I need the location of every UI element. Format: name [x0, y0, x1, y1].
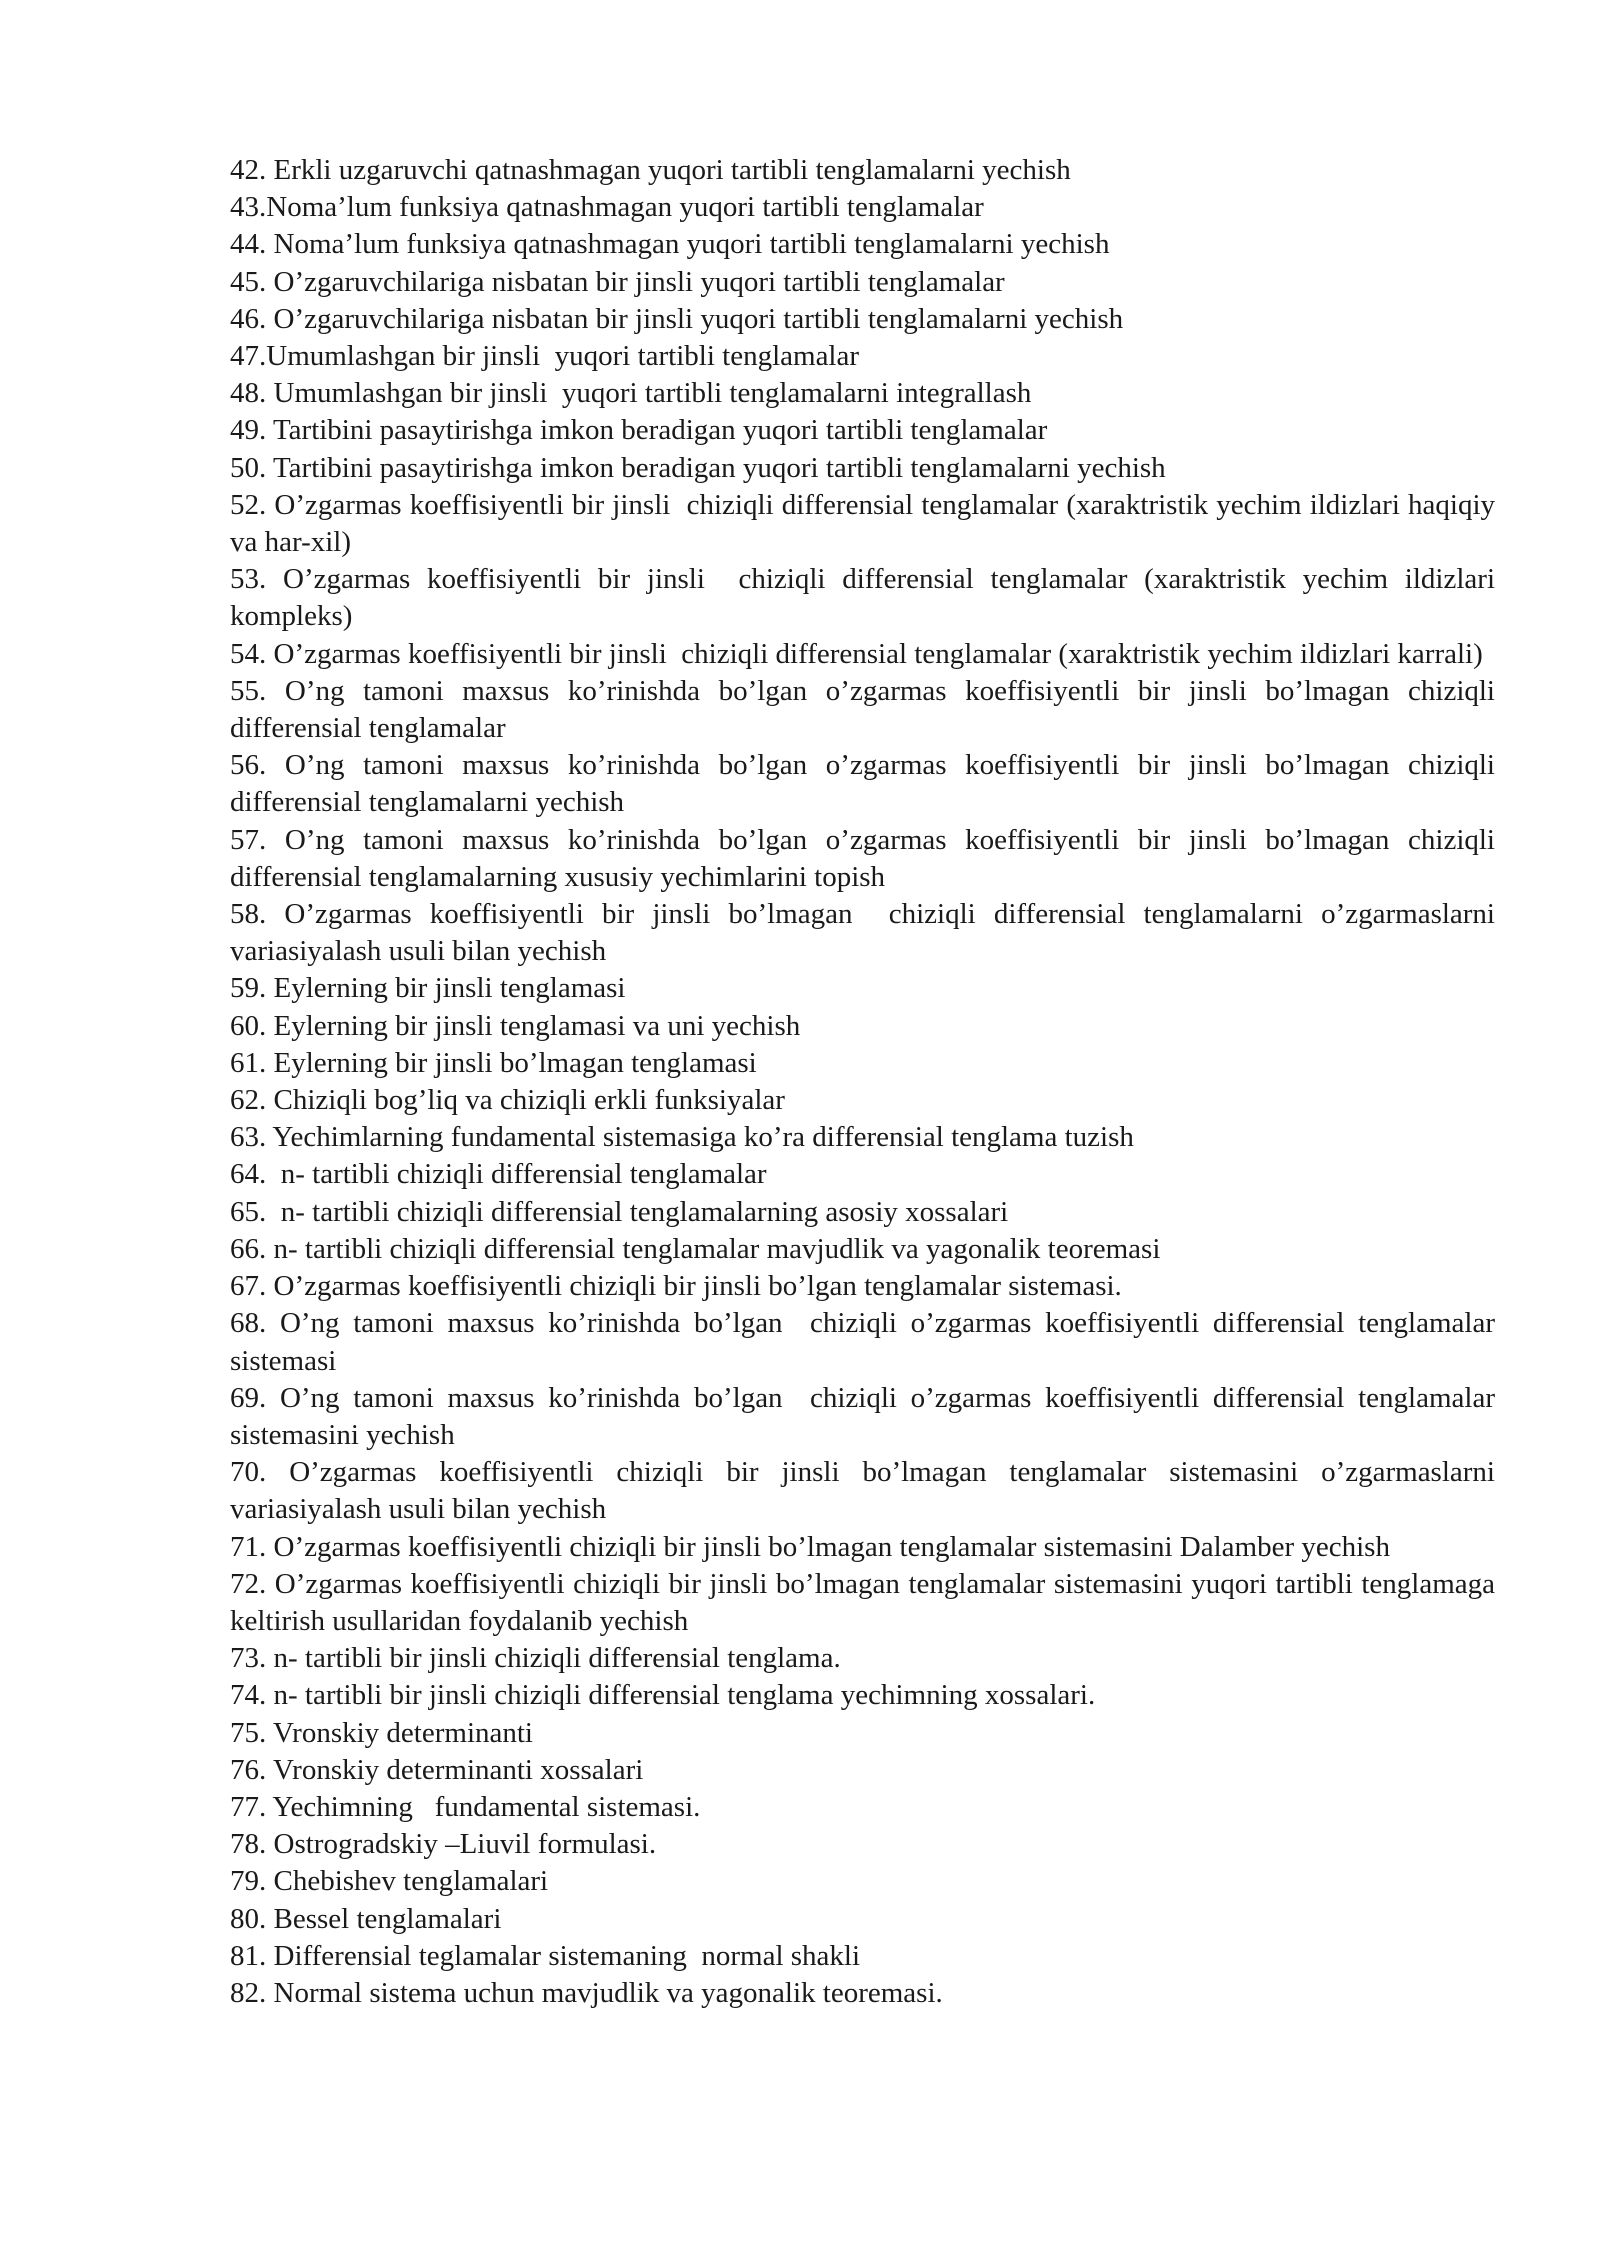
list-item: 75. Vronskiy determinanti — [230, 1716, 533, 1749]
list-item: 66. n- tartibli chiziqli differensial tenglamalar mavjudlik va yagonalik teoremasi — [230, 1232, 1161, 1265]
list-item: 43.Noma’lum funksiya qatnashmagan yuqori tartibli tenglamalar — [230, 191, 984, 224]
list-item: 63. Yechimlarning fundamental sistemasiga ko’ra differensial tenglama tuzish — [230, 1121, 1134, 1154]
list-item: 54. O’zgarmas koeffisiyentli bir jinsli chiziqli differensial tenglamalar (xaraktristik yechim ildizlari karrali) — [230, 637, 1483, 670]
list-item: 49. Tartibini pasaytirishga imkon beradigan yuqori tartibli tenglamalar — [230, 414, 1048, 447]
list-item: 72. O’zgarmas koeffisiyentli chiziqli bir jinsli bo’lmagan tenglamalar sistemasini yuqori tartibli tenglamaga keltirish usullaridan foydalanib yechish — [230, 1567, 1503, 1637]
list-item: 69. O’ng tamoni maxsus ko’rinishda bo’lgan chiziqli o’zgarmas koeffisiyentli differensial tenglamalar sistemasini yechish — [230, 1381, 1503, 1451]
list-item: 74. n- tartibli bir jinsli chiziqli differensial tenglama yechimning xossalari. — [230, 1679, 1096, 1712]
list-item: 76. Vronskiy determinanti xossalari — [230, 1753, 644, 1786]
list-item: 65. n- tartibli chiziqli differensial tenglamalarning asosiy xossalari — [230, 1195, 1009, 1228]
list-item: 77. Yechimning fundamental sistemasi. — [230, 1790, 701, 1823]
list-item: 44. Noma’lum funksiya qatnashmagan yuqori tartibli tenglamalarni yechish — [230, 228, 1110, 261]
list-item: 67. O’zgarmas koeffisiyentli chiziqli bir jinsli bo’lgan tenglamalar sistemasi. — [230, 1270, 1122, 1303]
list-item: 71. O’zgarmas koeffisiyentli chiziqli bir jinsli bo’lmagan tenglamalar sistemasini Dalamber yechish — [230, 1530, 1390, 1563]
list-item: 53. O’zgarmas koeffisiyentli bir jinsli chiziqli differensial tenglamalar (xaraktristik yechim ildizlari kompleks) — [230, 563, 1503, 633]
question-list — [230, 152, 1503, 2012]
list-item: 42. Erkli uzgaruvchi qatnashmagan yuqori tartibli tenglamalarni yechish — [230, 154, 1071, 186]
list-item: 45. O’zgaruvchilariga nisbatan bir jinsli yuqori tartibli tenglamalar — [230, 265, 1005, 298]
list-item: 61. Eylerning bir jinsli bo’lmagan tenglamasi — [230, 1046, 757, 1079]
list-item: 62. Chiziqli bog’liq va chiziqli erkli funksiyalar — [230, 1084, 785, 1117]
list-item: 55. O’ng tamoni maxsus ko’rinishda bo’lgan o’zgarmas koeffisiyentli bir jinsli bo’lmagan chiziqli differensial tenglamalar — [230, 674, 1503, 745]
list-item: 81. Differensial teglamalar sistemaning normal shakli — [230, 1939, 861, 1972]
list-item: 73. n- tartibli bir jinsli chiziqli differensial tenglama. — [230, 1642, 841, 1675]
list-item: 57. O’ng tamoni maxsus ko’rinishda bo’lgan o’zgarmas koeffisiyentli bir jinsli bo’lmagan chiziqli differensial tenglamalarning xususiy yechimlarini topish — [230, 823, 1503, 893]
list-item: 48. Umumlashgan bir jinsli yuqori tartibli tenglamalarni integrallash — [230, 377, 1032, 410]
list-item: 68. O’ng tamoni maxsus ko’rinishda bo’lgan chiziqli o’zgarmas koeffisiyentli differensial tenglamalar sistemasi — [230, 1307, 1503, 1377]
list-item: 46. O’zgaruvchilariga nisbatan bir jinsli yuqori tartibli tenglamalarni yechish — [230, 302, 1124, 335]
document-page — [230, 152, 1503, 2012]
list-item: 58. O’zgarmas koeffisiyentli bir jinsli bo’lmagan chiziqli differensial tenglamalarni o’zgarmaslarni variasiyalash usuli bilan yechish — [230, 898, 1503, 968]
list-item: 80. Bessel tenglamalari — [230, 1902, 502, 1935]
list-item: 78. Ostrogradskiy –Liuvil formulasi. — [230, 1828, 657, 1861]
list-item: 52. O’zgarmas koeffisiyentli bir jinsli chiziqli differensial tenglamalar (xaraktristik yechim ildizlari haqiqiy va har-xil) — [230, 488, 1503, 559]
list-item: 64. n- tartibli chiziqli differensial tenglamalar — [230, 1158, 767, 1191]
list-item: 60. Eylerning bir jinsli tenglamasi va uni yechish — [230, 1009, 801, 1042]
list-item: 47.Umumlashgan bir jinsli yuqori tartibli tenglamalar — [230, 340, 860, 373]
list-item: 59. Eylerning bir jinsli tenglamasi — [230, 972, 626, 1005]
list-item: 82. Normal sistema uchun mavjudlik va yagonalik teoremasi. — [230, 1976, 943, 2009]
list-item: 56. O’ng tamoni maxsus ko’rinishda bo’lgan o’zgarmas koeffisiyentli bir jinsli bo’lmagan chiziqli differensial tenglamalarni yechish — [230, 749, 1503, 819]
list-item: 50. Tartibini pasaytirishga imkon beradigan yuqori tartibli tenglamalarni yechish — [230, 451, 1166, 484]
list-item: 79. Chebishev tenglamalari — [230, 1865, 549, 1898]
list-item: 70. O’zgarmas koeffisiyentli chiziqli bir jinsli bo’lmagan tenglamalar sistemasini o’zgarmaslarni variasiyalash usuli bilan yechish — [230, 1456, 1503, 1526]
